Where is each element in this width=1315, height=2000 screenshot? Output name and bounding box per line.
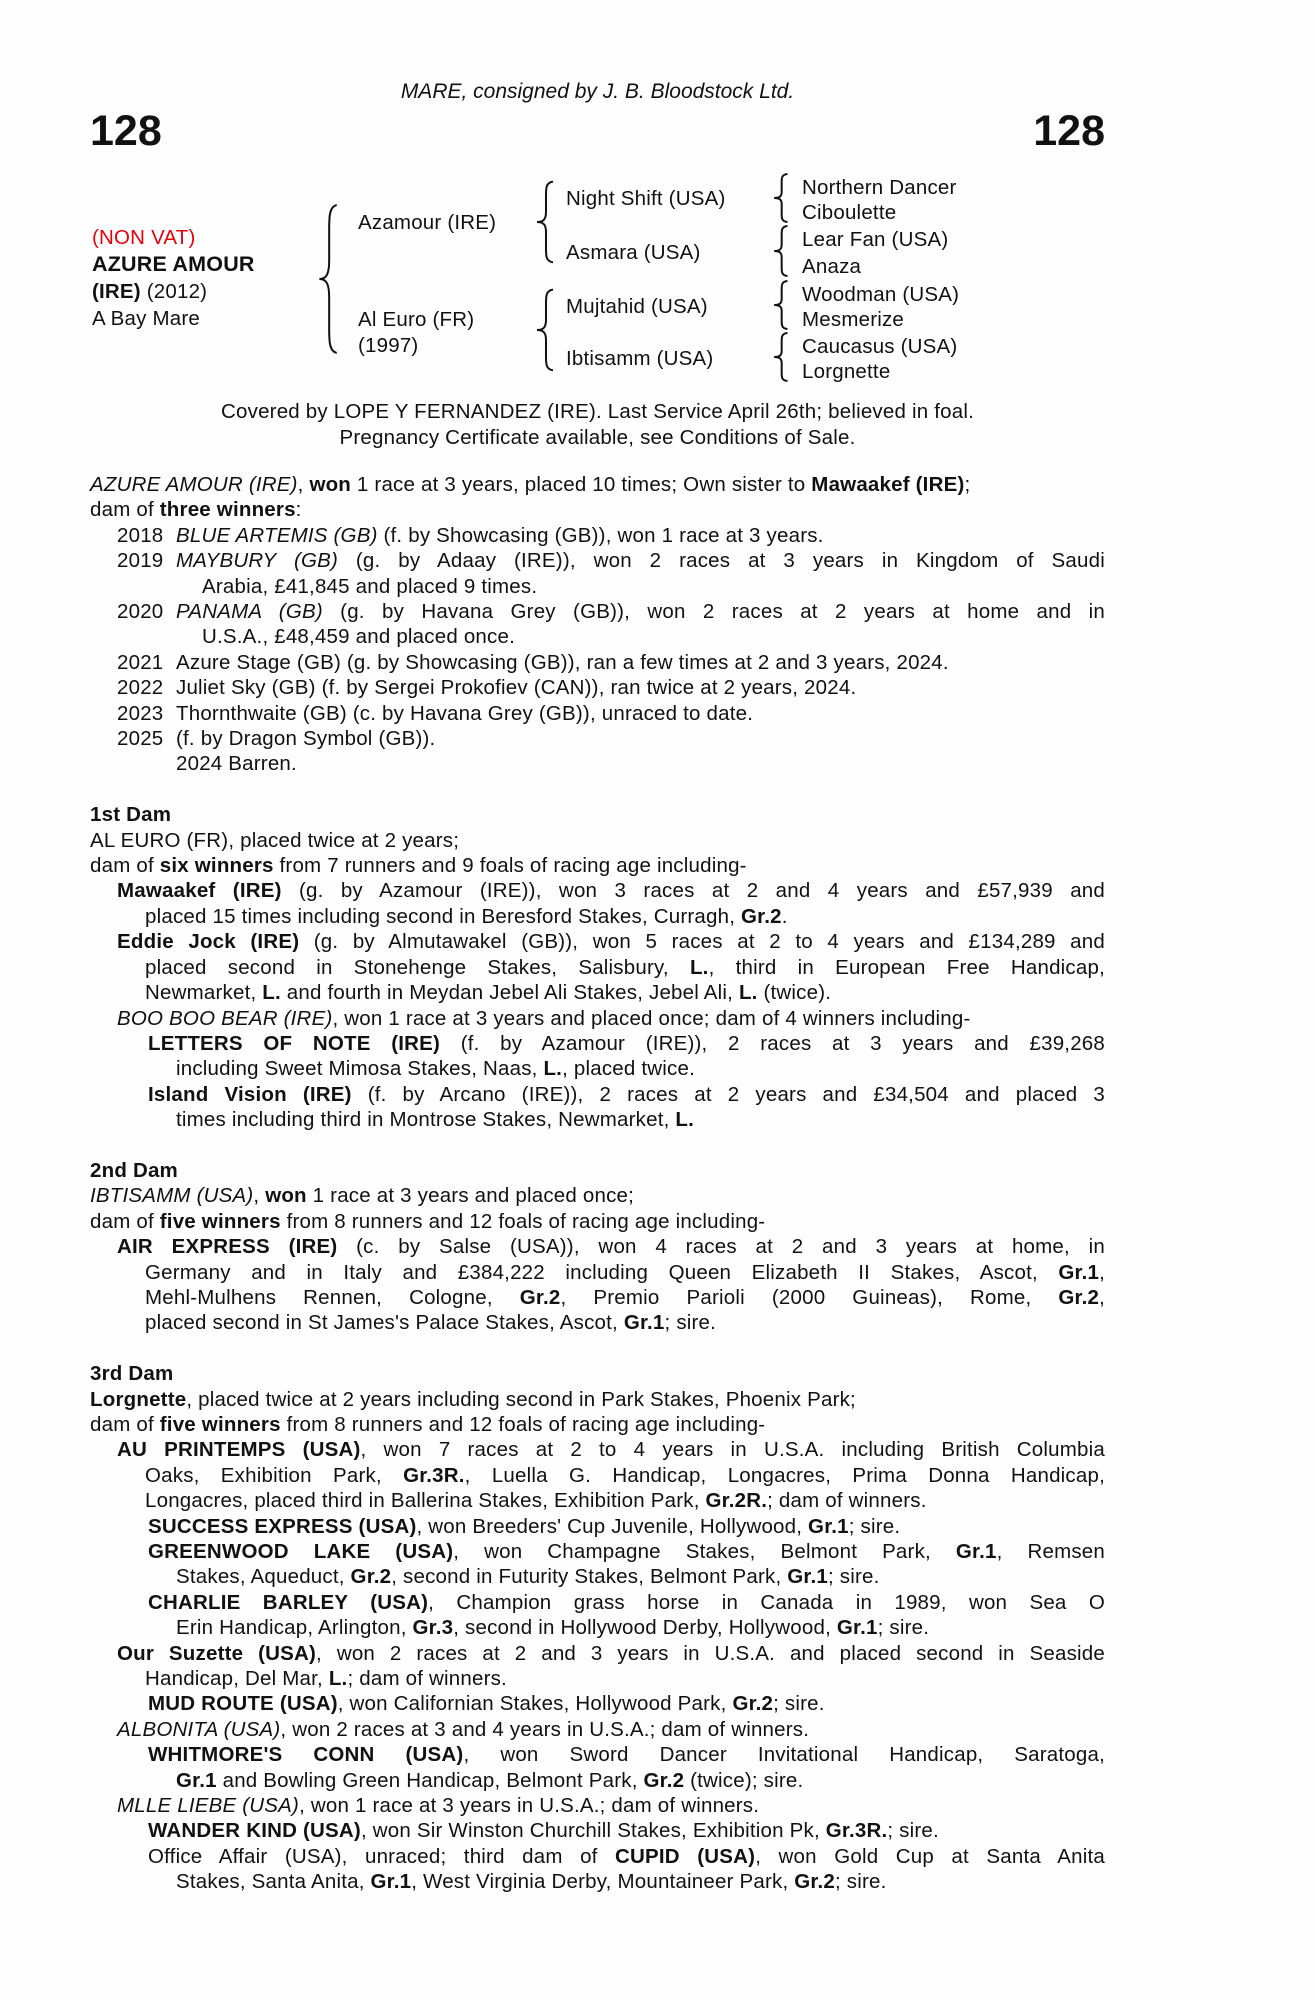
text-segment: SUCCESS EXPRESS (USA)	[148, 1514, 417, 1538]
text-segment: times including third in Montrose Stakes, Newmarket,	[176, 1108, 676, 1132]
text-segment: AIR EXPRESS (IRE)	[117, 1235, 338, 1259]
text-segment: Gr.2	[794, 1870, 835, 1894]
text-segment: (twice).	[757, 981, 832, 1005]
text-segment: , second in Hollywood Derby, Hollywood,	[453, 1616, 837, 1640]
body-line	[90, 1666, 1105, 1691]
text-segment: .	[781, 904, 788, 928]
sire-sire-name: Night Shift (USA)	[566, 187, 726, 210]
text-segment: L.	[328, 1667, 348, 1691]
horse-name: AZURE AMOUR	[92, 252, 255, 276]
text-segment: including Sweet Mimosa Stakes, Naas,	[176, 1057, 544, 1081]
text-segment: 2024 Barren.	[176, 752, 297, 776]
body-line	[90, 1768, 1105, 1793]
body-line	[90, 1412, 1105, 1437]
body-line	[90, 726, 1105, 751]
body-line	[90, 1793, 1105, 1818]
pedigree-table	[0, 0, 1315, 400]
covering-details	[90, 399, 1105, 451]
text-segment: CHARLIE BARLEY (USA)	[148, 1590, 429, 1614]
text-segment: 1 race at 3 years and placed once;	[306, 1184, 635, 1208]
text-segment: (f. by Dragon Symbol (GB)).	[176, 727, 436, 751]
produce-year: 2020	[117, 600, 164, 624]
text-segment: Erin Handicap, Arlington,	[176, 1616, 413, 1640]
text-segment: Lorgnette	[90, 1387, 187, 1411]
text-segment: Gr.2R.	[705, 1489, 768, 1513]
text-segment: ; sire.	[664, 1311, 717, 1335]
text-segment: ; sire.	[887, 1819, 939, 1843]
text-segment: MAYBURY (GB)	[176, 549, 339, 573]
text-segment: Office Affair (USA), unraced; third dam of	[148, 1844, 616, 1868]
text-segment: , placed twice.	[562, 1057, 695, 1081]
body-line	[90, 701, 1105, 726]
text-segment: CUPID (USA)	[615, 1844, 756, 1868]
body-line	[90, 1437, 1105, 1462]
text-segment: WHITMORE'S CONN (USA)	[148, 1743, 464, 1767]
body-line	[90, 980, 1105, 1005]
text-segment: :	[295, 498, 302, 522]
body-line	[90, 904, 1105, 929]
text-segment: ,	[297, 473, 310, 496]
text-segment: , Luella G. Handicap, Longacres, Prima Donna Handicap,	[464, 1463, 1105, 1487]
text-segment: IBTISAMM (USA)	[90, 1184, 254, 1208]
text-segment: Juliet Sky (GB) (f. by Sergei Prokofiev (CAN)), ran twice at 2 years, 2024.	[176, 676, 857, 700]
body-line	[90, 1006, 1105, 1031]
body-line	[90, 1031, 1105, 1056]
body-line	[90, 675, 1105, 700]
text-segment: ; sire.	[834, 1870, 887, 1894]
brace-gg-pair-3	[770, 280, 790, 330]
body-line	[90, 1590, 1105, 1615]
text-segment: (twice); sire.	[684, 1768, 804, 1792]
body-line	[90, 1387, 1105, 1412]
dam-dam-name: Ibtisamm (USA)	[566, 347, 714, 370]
body-line	[90, 853, 1105, 878]
gg-sire-dam-dam: Anaza	[802, 255, 862, 278]
horse-description: A Bay Mare	[92, 307, 200, 330]
text-segment: dam of	[90, 854, 160, 878]
text-segment: L.	[738, 981, 758, 1005]
text-segment: Stakes, Santa Anita,	[176, 1870, 371, 1894]
brace-gg-pair-2	[770, 225, 790, 277]
dam-year: (1997)	[358, 334, 419, 357]
text-segment: Thornthwaite (GB) (c. by Havana Grey (GB)), unraced to date.	[176, 701, 754, 725]
body-line	[90, 1107, 1105, 1132]
text-segment: WANDER KIND (USA)	[148, 1819, 361, 1843]
body-line	[90, 929, 1105, 954]
text-segment: Mawaakef (IRE)	[117, 879, 282, 903]
body-line	[90, 497, 1105, 522]
body-line	[90, 1082, 1105, 1107]
text-segment: Eddie Jock (IRE)	[117, 930, 300, 954]
produce-year: 2019	[117, 549, 164, 573]
text-segment: ; sire.	[848, 1514, 901, 1538]
text-segment: placed second in St James's Palace Stakes, Ascot,	[145, 1311, 624, 1335]
text-segment: BOO BOO BEAR (IRE)	[117, 1006, 333, 1030]
text-segment: MUD ROUTE (USA)	[148, 1692, 338, 1716]
text-segment: Gr.2	[643, 1768, 685, 1792]
body-line	[90, 1717, 1105, 1742]
text-segment: ; dam of winners.	[347, 1667, 507, 1691]
text-segment: Gr.1	[808, 1514, 849, 1538]
covering-line-1: Covered by LOPE Y FERNANDEZ (IRE). Last Service April 26th; believed in foal.	[221, 400, 974, 423]
text-segment: Gr.1	[787, 1565, 828, 1589]
body-line	[90, 1844, 1105, 1869]
text-segment: won	[309, 473, 352, 496]
text-segment: ; sire.	[773, 1692, 825, 1716]
brace-sire-pair	[532, 180, 556, 264]
body-line	[90, 1285, 1105, 1310]
produce-year: 2022	[117, 676, 164, 700]
text-segment: L.	[689, 955, 709, 979]
text-segment: , third in European Free Handicap,	[708, 955, 1105, 979]
text-segment: AU PRINTEMPS (USA)	[117, 1438, 361, 1462]
body-line	[90, 624, 1105, 649]
text-segment: Newmarket,	[145, 981, 263, 1005]
covering-line-2: Pregnancy Certificate available, see Conditions of Sale.	[339, 426, 856, 449]
body-line	[90, 1183, 1105, 1208]
brace-generation1	[314, 202, 340, 356]
brace-gg-pair-1	[770, 173, 790, 223]
text-segment: , placed twice at 2 years including second in Park Stakes, Phoenix Park;	[186, 1387, 856, 1411]
text-segment: Gr.1	[176, 1768, 217, 1792]
text-segment: , won 2 races at 2 and 3 years in U.S.A. and placed second in Seaside	[316, 1641, 1106, 1665]
text-segment: (g. by Almutawakel (GB)), won 5 races at 2 to 4 years and £134,289 and	[299, 930, 1105, 954]
text-segment: Gr.2	[741, 904, 782, 928]
text-segment: Gr.1	[1058, 1260, 1100, 1284]
text-segment: three winners	[159, 498, 296, 522]
produce-year: 2018	[117, 523, 164, 547]
brace-dam-pair	[532, 288, 556, 372]
horse-year-foaled: (2012)	[146, 280, 208, 303]
text-segment: (f. by Arcano (IRE)), 2 races at 2 years and £34,504 and placed 3	[351, 1082, 1105, 1106]
text-segment: LETTERS OF NOTE (IRE)	[148, 1031, 441, 1055]
text-segment: Mehl-Mulhens Rennen, Cologne,	[145, 1285, 520, 1309]
body-line	[90, 1818, 1105, 1843]
body-line	[90, 1209, 1105, 1234]
text-segment: Gr.1	[955, 1540, 997, 1564]
text-segment: GREENWOOD LAKE (USA)	[148, 1540, 454, 1564]
text-segment: AZURE AMOUR (IRE)	[90, 473, 298, 496]
gg-dam-sire-dam: Mesmerize	[802, 308, 905, 331]
text-segment: (f. by Showcasing (GB)), won 1 race at 3 years.	[377, 523, 824, 547]
text-segment: and Bowling Green Handicap, Belmont Park,	[216, 1768, 644, 1792]
text-segment: from 8 runners and 12 foals of racing age including-	[280, 1412, 766, 1436]
body-line	[90, 1564, 1105, 1589]
gg-dam-dam-sire: Caucasus (USA)	[802, 335, 958, 358]
text-segment: (c. by Salse (USA)), won 4 races at 2 and 3 years at home, in	[337, 1235, 1105, 1259]
produce-year: 2021	[117, 650, 164, 674]
pedigree-text-body	[90, 472, 1105, 1895]
text-segment: , Remsen	[996, 1540, 1105, 1564]
text-segment: placed second in Stonehenge Stakes, Salisbury,	[145, 955, 690, 979]
text-segment: Longacres, placed third in Ballerina Stakes, Exhibition Park,	[145, 1489, 706, 1513]
text-segment: six winners	[159, 854, 274, 878]
text-segment: L.	[543, 1057, 563, 1081]
text-segment: , won Sword Dancer Invitational Handicap, Saratoga,	[463, 1743, 1105, 1767]
text-segment: Gr.2	[1058, 1285, 1100, 1309]
text-segment: Gr.2	[519, 1285, 561, 1309]
gg-dam-sire-sire: Woodman (USA)	[802, 283, 960, 306]
text-segment: Gr.2	[732, 1692, 774, 1716]
text-segment: , won 7 races at 2 to 4 years in U.S.A. including British Columbia	[360, 1438, 1105, 1462]
text-segment: ,	[253, 1184, 266, 1208]
text-segment: Gr.2	[350, 1565, 392, 1589]
text-segment: ; dam of winners.	[767, 1489, 927, 1513]
text-segment: , won Californian Stakes, Hollywood Park,	[337, 1692, 733, 1716]
lot-number-left: 128	[90, 107, 162, 155]
text-segment: dam of	[90, 1209, 160, 1233]
body-line	[90, 1310, 1105, 1335]
text-segment: 2nd Dam	[90, 1158, 178, 1182]
text-segment: L.	[262, 981, 281, 1005]
text-segment: Oaks, Exhibition Park,	[145, 1463, 404, 1487]
body-line	[90, 1260, 1105, 1285]
text-segment: dam of	[90, 1412, 160, 1436]
gg-sire-sire-dam: Ciboulette	[802, 201, 897, 224]
text-segment: Gr.1	[623, 1311, 665, 1335]
text-segment: , second in Futurity Stakes, Belmont Park,	[391, 1565, 788, 1589]
text-segment: , West Virginia Derby, Mountaineer Park,	[411, 1870, 795, 1894]
body-line	[90, 1463, 1105, 1488]
body-line	[90, 650, 1105, 675]
sire-name: Azamour (IRE)	[358, 211, 497, 234]
text-segment: dam of	[90, 498, 160, 522]
body-line	[90, 1514, 1105, 1539]
text-segment: Gr.1	[370, 1870, 412, 1894]
text-segment: ,	[1099, 1285, 1105, 1309]
text-segment: , won Sir Winston Churchill Stakes, Exhibition Pk,	[360, 1819, 826, 1843]
text-segment: Stakes, Aqueduct,	[176, 1565, 351, 1589]
text-segment: Mawaakef (IRE)	[811, 473, 965, 496]
text-segment: MLLE LIEBE (USA)	[117, 1794, 300, 1818]
body-line	[90, 1641, 1105, 1666]
text-segment: , won 2 races at 3 and 4 years in U.S.A.; dam of winners.	[280, 1717, 810, 1741]
body-line	[90, 751, 1105, 776]
text-segment: ; sire.	[877, 1616, 930, 1640]
text-segment: Gr.1	[836, 1616, 878, 1640]
text-segment: , won Champagne Stakes, Belmont Park,	[453, 1540, 956, 1564]
text-segment: five winners	[159, 1209, 281, 1233]
body-line	[90, 1869, 1105, 1894]
body-line	[90, 599, 1105, 624]
text-segment: Arabia, £41,845 and placed 9 times.	[202, 574, 538, 598]
body-line	[90, 955, 1105, 980]
text-segment: BLUE ARTEMIS (GB)	[176, 523, 378, 547]
dam-name: Al Euro (FR)	[358, 308, 475, 331]
text-segment: , Champion grass horse in Canada in 1989, won Sea O	[428, 1590, 1105, 1614]
body-line	[90, 1691, 1105, 1716]
text-segment: ALBONITA (USA)	[117, 1717, 281, 1741]
produce-year: 2025	[117, 727, 164, 751]
text-segment: Gr.3R.	[403, 1463, 465, 1487]
text-segment: (f. by Azamour (IRE)), 2 races at 3 years and £39,268	[440, 1031, 1106, 1055]
text-segment: Island Vision (IRE)	[148, 1082, 352, 1106]
body-line	[90, 878, 1105, 903]
vat-note: (NON VAT)	[92, 226, 196, 249]
text-segment: PANAMA (GB)	[176, 600, 323, 624]
text-segment: Azure Stage (GB) (g. by Showcasing (GB)), ran a few times at 2 and 3 years, 2024.	[176, 650, 949, 674]
text-segment: Our Suzette (USA)	[117, 1641, 317, 1665]
text-segment: (g. by Azamour (IRE)), won 3 races at 2 and 4 years and £57,939 and	[281, 879, 1105, 903]
text-segment: 1 race at 3 years, placed 10 times; Own sister to	[351, 473, 812, 496]
text-segment: AL EURO (FR), placed twice at 2 years;	[90, 828, 460, 852]
body-line	[90, 1742, 1105, 1767]
text-segment: ;	[964, 473, 971, 496]
body-line	[90, 574, 1105, 599]
lot-number-right: 128	[1033, 107, 1105, 155]
body-line	[90, 472, 1105, 497]
section-heading-2nd-dam	[90, 1158, 1105, 1183]
text-segment: Germany and in Italy and £384,222 including Queen Elizabeth II Stakes, Ascot,	[145, 1260, 1059, 1284]
text-segment: Handicap, Del Mar,	[145, 1667, 329, 1691]
brace-gg-pair-4	[770, 332, 790, 382]
body-line	[90, 1539, 1105, 1564]
section-heading-1st-dam	[90, 802, 1105, 827]
text-segment: 3rd Dam	[90, 1362, 174, 1386]
text-segment: 1st Dam	[90, 803, 172, 827]
gg-sire-dam-sire: Lear Fan (USA)	[802, 228, 949, 251]
dam-sire-name: Mujtahid (USA)	[566, 295, 708, 318]
text-segment: won	[265, 1184, 307, 1208]
text-segment: placed 15 times including second in Beresford Stakes, Curragh,	[145, 904, 742, 928]
body-line	[90, 523, 1105, 548]
body-line	[90, 828, 1105, 853]
text-segment: five winners	[159, 1412, 281, 1436]
text-segment: ,	[1099, 1260, 1105, 1284]
horse-suffix: (IRE)	[92, 280, 141, 303]
text-segment: U.S.A., £48,459 and placed once.	[202, 625, 515, 649]
consignor-line: MARE, consigned by J. B. Bloodstock Ltd.	[400, 80, 795, 103]
text-segment: , won 1 race at 3 years in U.S.A.; dam of winners.	[299, 1794, 760, 1818]
text-segment: , won Breeders' Cup Juvenile, Hollywood,	[416, 1514, 809, 1538]
text-segment: , Premio Parioli (2000 Guineas), Rome,	[560, 1285, 1059, 1309]
body-line	[90, 1488, 1105, 1513]
body-line	[90, 1056, 1105, 1081]
gg-sire-sire-sire: Northern Dancer	[802, 176, 957, 199]
text-segment: and fourth in Meydan Jebel Ali Stakes, Jebel Ali,	[280, 981, 739, 1005]
body-line	[90, 1615, 1105, 1640]
text-segment: L.	[675, 1108, 695, 1132]
text-segment: Gr.3R.	[825, 1819, 888, 1843]
text-segment: , won Gold Cup at Santa Anita	[755, 1844, 1105, 1868]
body-line	[90, 1234, 1105, 1259]
horse-suffix-year	[92, 280, 207, 304]
sire-dam-name: Asmara (USA)	[566, 241, 701, 264]
text-segment: from 7 runners and 9 foals of racing age including-	[273, 854, 747, 878]
text-segment: from 8 runners and 12 foals of racing age including-	[280, 1209, 766, 1233]
text-segment: Gr.3	[412, 1616, 454, 1640]
text-segment: ; sire.	[827, 1565, 880, 1589]
body-line	[90, 548, 1105, 573]
section-heading-3rd-dam	[90, 1361, 1105, 1386]
text-segment: (g. by Adaay (IRE)), won 2 races at 3 years in Kingdom of Saudi	[338, 549, 1105, 573]
gg-dam-dam-dam: Lorgnette	[802, 360, 891, 383]
produce-year: 2023	[117, 701, 164, 725]
text-segment: (g. by Havana Grey (GB)), won 2 races at 2 years at home and in	[322, 600, 1105, 624]
text-segment: , won 1 race at 3 years and placed once; dam of 4 winners including-	[332, 1006, 971, 1030]
